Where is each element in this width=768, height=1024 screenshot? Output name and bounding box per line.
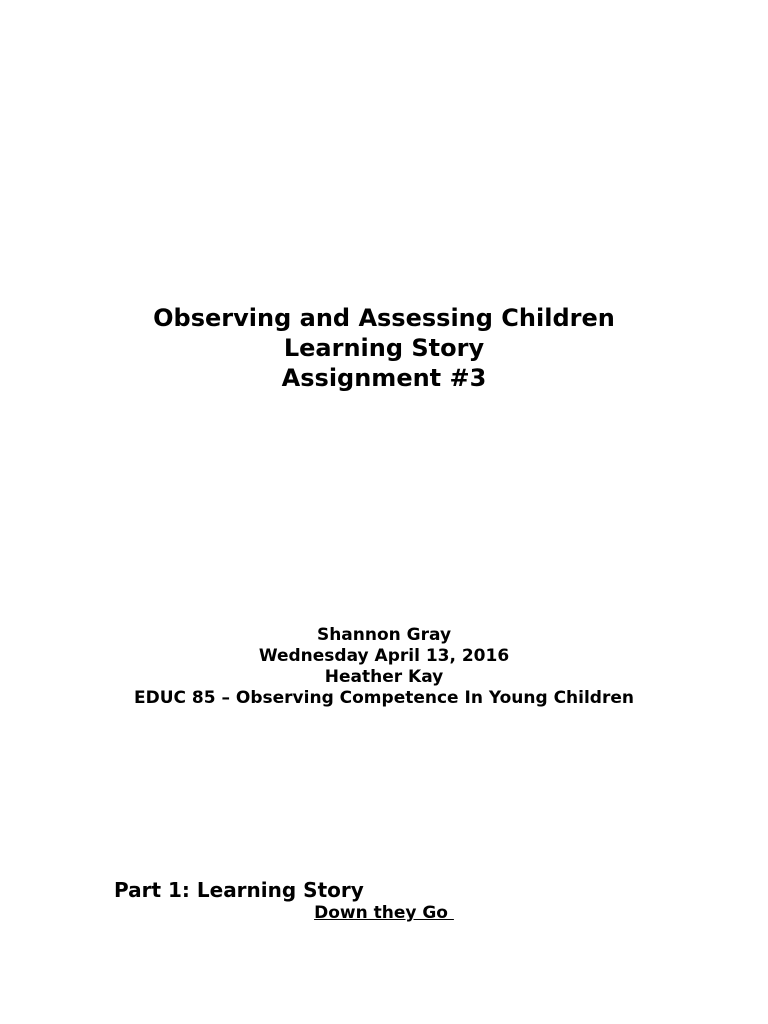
author-info-block bbox=[0, 625, 768, 709]
instructor-name: Heather Kay bbox=[324, 667, 444, 687]
story-title-line bbox=[0, 903, 768, 924]
document-title-block bbox=[0, 303, 768, 393]
submission-date: Wednesday April 13, 2016 bbox=[258, 646, 510, 666]
author-name: Shannon Gray bbox=[316, 625, 452, 645]
story-title: Down they Go bbox=[314, 903, 454, 923]
document-subtitle: Learning Story bbox=[283, 334, 485, 362]
section-heading: Part 1: Learning Story bbox=[114, 878, 364, 902]
document-title: Observing and Assessing Children bbox=[153, 304, 615, 332]
assignment-number: Assignment #3 bbox=[281, 364, 487, 392]
course-name: EDUC 85 – Observing Competence In Young Children bbox=[133, 688, 634, 708]
